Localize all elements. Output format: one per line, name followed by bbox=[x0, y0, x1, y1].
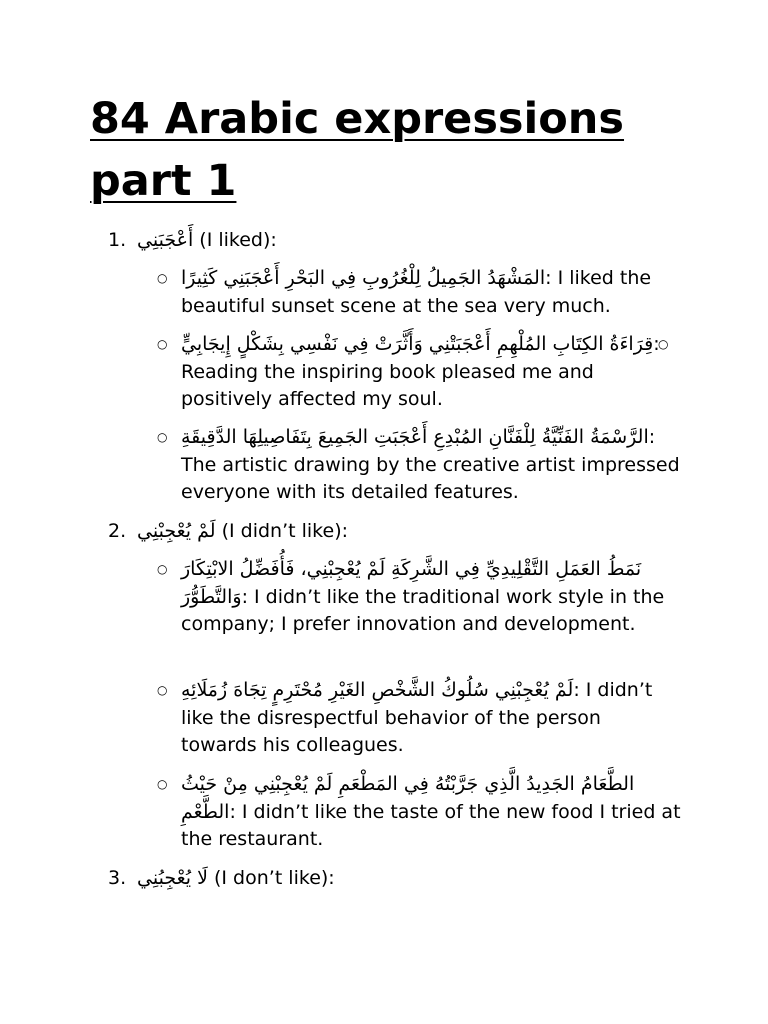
example-english: : I didn’t like the taste of the new food I tried at the restaurant. bbox=[181, 800, 681, 850]
example-english: : I didn’t like the disrespectful behavior of the person towards his colleagues. bbox=[181, 679, 653, 756]
section-heading bbox=[108, 866, 708, 890]
example-arabic: نَمَطُ العَمَلِ التَّقْلِيدِيِّ فِي الشَّرِكَةِ لَمْ يُعْجِبْنِي، فَأُفَضِّلُ الابْتِكَارَ وَالتَّطَوُّرَ bbox=[181, 558, 642, 608]
section-meaning: (I liked): bbox=[199, 229, 277, 251]
list-item bbox=[157, 677, 681, 760]
section-heading bbox=[108, 228, 708, 252]
example-english: : The artistic drawing by the creative artist impressed everyone with its detailed features. bbox=[181, 426, 680, 503]
example-english: : I liked the beautiful sunset scene at the sea very much. bbox=[181, 267, 652, 317]
list-item bbox=[157, 331, 681, 414]
list-item bbox=[157, 771, 681, 854]
example-arabic: الطَّعَامُ الجَدِيدُ الَّذِي جَرَّبْتُهُ فِي المَطْعَمِ لَمْ يُعْجِبْنِي مِنْ حَيْثُ الطَّعْمِ bbox=[181, 773, 635, 823]
example-arabic: قِرَاءَةُ الكِتَابِ المُلْهِمِ أَعْجَبَتْنِي وَأَثَّرَتْ فِي نَفْسِي بِشَكْلٍ إِيجَابِيٍّ bbox=[181, 333, 654, 355]
example-english: : I didn’t like the traditional work style in the company; I prefer innovation and development. bbox=[181, 585, 665, 635]
section-3 bbox=[108, 866, 708, 890]
section-arabic-term: لَا يُعْجِبُنِي bbox=[137, 867, 208, 889]
section-arabic-term: أَعْجَبَنِي bbox=[137, 229, 194, 251]
example-english: : Reading the inspiring book pleased me and positively affected my soul. bbox=[181, 333, 660, 410]
section-arabic-term: لَمْ يُعْجِبْنِي bbox=[137, 520, 216, 542]
example-arabic: الرَّسْمَةُ الفَنِّيَّةُ لِلْفَنَّانِ المُبْدِعِ أَعْجَبَتِ الجَمِيعَ بِتَفَاصِيلِهَا الدَّقِيقَةِ bbox=[181, 426, 649, 448]
list-item bbox=[157, 556, 681, 639]
section-1 bbox=[108, 228, 708, 252]
bullet-circle-icon: ○ bbox=[157, 777, 168, 791]
section-meaning: (I didn’t like): bbox=[221, 520, 349, 542]
example-arabic: المَشْهَدُ الجَمِيلُ لِلْغُرُوبِ فِي البَحْرِ أَعْجَبَنِي كَثِيرًا bbox=[181, 267, 546, 289]
section-heading bbox=[108, 519, 708, 543]
section-2 bbox=[108, 519, 708, 543]
bullet-circle-icon: ○ bbox=[157, 562, 168, 576]
section-number: 2. bbox=[108, 520, 127, 542]
bullet-circle-icon: ○ bbox=[157, 337, 168, 351]
bullet-circle-icon: ○ bbox=[157, 683, 168, 697]
section-number: 1. bbox=[108, 229, 127, 251]
bullet-circle-icon: ○ bbox=[157, 271, 168, 285]
page-title: 84 Arabic expressions part 1 bbox=[90, 94, 625, 206]
bullet-circle-icon: ○ bbox=[658, 337, 669, 351]
section-number: 3. bbox=[108, 867, 127, 889]
example-arabic: لَمْ يُعْجِبْنِي سُلُوكُ الشَّخْصِ الغَيْرِ مُحْتَرِمٍ تِجَاهَ زُمَلَائِهِ bbox=[181, 679, 574, 701]
list-item bbox=[157, 265, 681, 320]
list-item bbox=[157, 424, 681, 507]
bullet-circle-icon: ○ bbox=[157, 430, 168, 444]
section-meaning: (I don’t like): bbox=[214, 867, 335, 889]
